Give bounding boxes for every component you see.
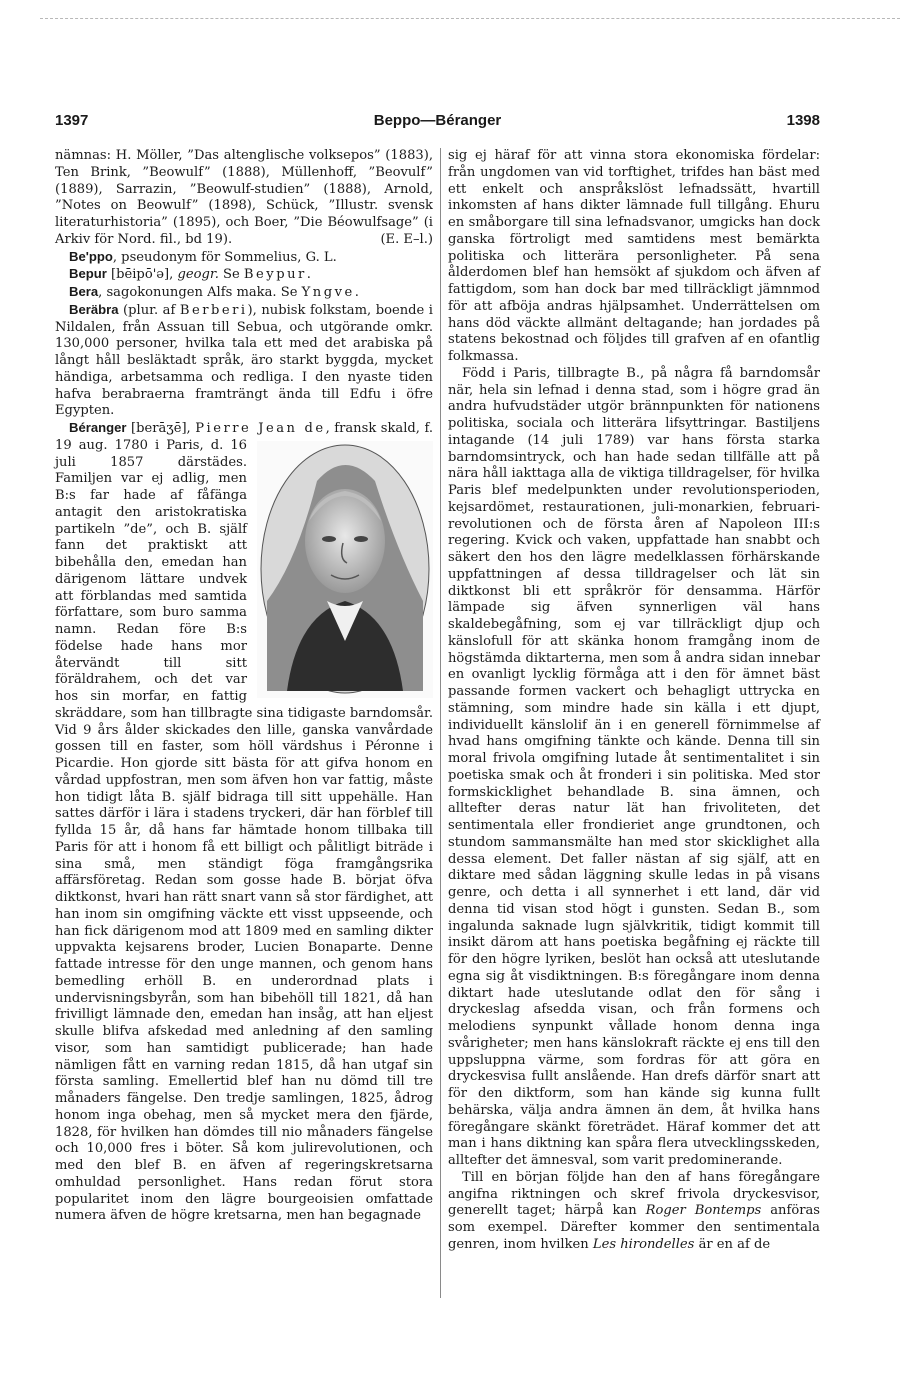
beranger-pronunciation: [berāʒē], (126, 421, 196, 436)
portrait-image (257, 441, 433, 698)
headword-bera: Bera (69, 284, 99, 299)
entry-bepur (55, 266, 433, 284)
right-paragraph-3-start: Till en början följde han den af hans föregångare angifna riktningen och skref frivola dryckesvisor, generellt taget; härpå kan (448, 1169, 820, 1219)
right-paragraph-2 (448, 366, 820, 1170)
author-signature: (E. E–l.) (380, 231, 433, 247)
beranger-portrait (257, 441, 433, 698)
title-les-hirondelles: Les hirondelles (592, 1236, 695, 1252)
entry-bera (55, 284, 433, 302)
left-column (55, 148, 433, 1225)
headword-beppo: Be'ppo (69, 248, 113, 264)
beowulf-text: nämnas: H. Möller, ”Das altenglische volksepos” (1883), Ten Brink, ”Beowulf” (1888), Müllenhoff, ”Beovulf” (1889), Sarrazin, ”Beowulf-studien” (1888), Arnold, ”Notes on Beowulf” (1898), Schück, ”Illustr. svensk literaturhistoria” (1895), och Boer, ”Die Béowulfsage” (i Arkiv för Nord. fil., bd 19). (55, 148, 433, 247)
bera-text: , sagokonungen Alfs maka. Se (98, 285, 302, 300)
berabra-crossref: Berberi (179, 302, 248, 318)
right-paragraph-1-text: sig ej häraf för att vinna stora ekonomiska fördelar: från ungdomen van vid torftighet, trifdes han bäst med ett enkelt och anspråkslöst lefnadssätt, hvartill inkomsten af hans dikter lämnade full tillgång. Ehuru en småborgare till sina lefnadsvanor, umgicks han dock ganska förtroligt med samtidens mest bemärkta politiska och litterära personligheter. På sena ålderdomen blef han hemsökt af sjukdom och äfven af fattigdom, som han dock bar med tillräckligt jämnmod för att afböja andras hjälpsamhet. Underrättelsen om hans död väckte allmänt deltagande; han jordades på statens bekostnad och följdes till grafven af en ofantlig folkmassa. (448, 148, 820, 364)
right-paragraph-3-end: är en af de (694, 1236, 771, 1252)
right-paragraph-3-mid: anföras som exempel. Därefter kommer den sentimentala genren, inom hvilken (448, 1203, 820, 1252)
bepur-see: Se (218, 267, 244, 283)
left-page-number: 1397 (55, 112, 89, 129)
right-paragraph-2-text: Född i Paris, tillbragte B., på några få barndomsår när, hela sin lefnad i denna stad, som i högre grad än andra hufvudstäder utgör brännpunkten för nationens politiska, sociala och litterära lifsyttringar. Bastiljens intagande (14 juli 1789) var hans första starka barndomsintryck, och han hade sedan tillfälle att på nära håll iakttaga alla de viktiga tilldragelser, för hvilka Paris blef medelpunkten under revolutionsperioden, kejsardömet, restaurationen, juli-monarkien, februari-revolutionen och de första åren af Napoleon III:s regering. Kvick och vaken, uppfattade han snabbt och säkert den hos den lägre medelklassen förhärskande uppfattningen af dessa tilldragelser och lät sin diktkonst bli ett språkrör för densamma. Härför lämpade sig äfven synnerligen väl hans skaldebegåfning, som ej var tillräckligt djup och känslofull för att skänka honom framgång inom de högstämda diktarterna, men som å andra sidan innebar en ovanligt lycklig förmåga att i den för ämnet bäst passande formen vackert och behagligt uttrycka en stämning, som mindre hade sin källa i ett djupt, individuellt känslolif än i en generell förnimmelse af hvad hans omgifning tänkte och kände. Denna till sin moral frivola omgifning lutade åt sentimentalitet i sin poetiska smak och åt fronderi i sin politiska. Med stor formskicklighet behandlade B. sina ämnen, och alltefter deras natur lät han frivoliteten, det sentimentala eller frondieriet ange grundtonen, och stundom sammansmälte han med stor skicklighet alla dessa element. Det faller nästan af sig själf, att en diktare med sådan läggning skulle ledas in på visans genre, och detta i all synnerhet i ett land, där vid denna tid visan stod högt i gunsten. Sedan B., som ingalunda saknade lugn självkritik, tidigt kommit till insikt därom att hans poetiska begåfning ej räckte till för den högre lyriken, beslöt han också att uteslutande egna sig åt visdiktningen. B:s föregångare inom denna diktart hade uteslutande odlat den för sång i dryckeslag afsedda visan, och från formens och melodiens synpunkt vållade honom denna inga svårigheter; men hans känslokraft räckte ej ens till den uppsluppna värme, som fordras för att göra en dryckesvisa fullt anslående. Han drefs därför snart att för den diktform, som han kände sig kunna fullt behärska, välja andra ämnen än dem, åt hvilka hans föregångare skänkt företrädet. Häraf kommer det att man i hans diktning kan spåra flera utvecklingsskeden, alltefter det ämnesval, som varit predominerande. (448, 365, 820, 1168)
right-paragraph-3 (448, 1170, 820, 1254)
entry-beppo (55, 249, 433, 267)
headword-berabra: Beräbra (69, 301, 119, 317)
running-title: Beppo—Béranger (373, 112, 502, 129)
title-roger-bontemps: Roger Bontemps (645, 1203, 762, 1219)
beppo-text: , pseudonym för Sommelius, G. L. (112, 249, 337, 265)
entry-berabra (55, 302, 433, 420)
page-header (55, 112, 820, 134)
headword-beranger: Béranger (69, 420, 127, 435)
entry-beranger (55, 420, 433, 1225)
right-page-number: 1398 (786, 112, 820, 129)
top-rule (40, 18, 900, 19)
berabra-text: ), nubisk folkstam, boende i Nildalen, från Assuan till Sebua, och utgörande omkr. 130,000 personer, hvilka tala ett med det arabiska på långt håll besläktadt språk, äro starkt byggda, mycket händiga, arbetsamma och redliga. I den nyaste tiden hafva berabraerna framträngt ända till Edfu i öfre Egypten. (55, 302, 433, 419)
right-column (448, 148, 820, 1254)
column-divider (440, 148, 441, 1298)
beranger-text: , fransk skald, f. 19 aug. 1780 i Paris, d. 16 juli 1857 därstädes. Familjen var ej adlig, men B:s far hade af fåfänga antagit den aristokratiska partikeln ”de”, och B. själf fann det praktiskt att bibehålla den, emedan han därigenom lättare undvek att förblandas med samtida författare, som buro samma namn. Redan före B:s födelse hade hans mor återvändt till sitt föräldrahem, och det var hos sin morfar, en fattig skräddare, som han tillbragte sina tidigaste barndomsår. Vid 9 års ålder skickades den lille, ganska vanvårdade gossen till en faster, som höll värdshus i Péronne i Picardie. Hon gjorde sitt bästa för att gifva honom en vårdad uppfostran, men som äfven hon var fattig, måste hon tidigt låta B. själf bidraga till sitt uppehälle. Han sattes därför i lära i stadens tryckeri, där han förblef till fyllda 15 år, då hans far hämtade honom tillbaka till Paris för att i honom få ett billigt och pålitligt biträde i sina små, men ständigt föga framgångsrika affärsföretag. Redan som gosse hade B. börjat öfva diktkonst, hvari han rätt snart vann så stor färdighet, att han inom sin omgifning väckte ett visst uppseende, och han fick därigenom mod att 1809 med en samling dikter uppvakta kejsarens broder, Lucien Bonaparte. Denne fattade intresse för den unge mannen, och genom hans bemedling erhöll B. en underordnad plats i undervisningsbyrån, som han bibehöll till 1821, då han frivilligt lämnade den, emedan han insåg, att han eljest skulle blifva afskedad med anledning af den samling visor, som han samtidigt publicerade; han hade nämligen fått en varning redan 1815, då han utgaf sin första samling. Emellertid blef han nu dömd till tre månaders fängelse. Den tredje samlingen, 1825, ådrog honom inga obehag, men så mycket mera den fjärde, 1828, för hvilken han dömdes till nio månaders fängelse och 10,000 fres i böter. Så kom julirevolutionen, och med den blef B. en äfven af regeringskretsarna omhuldad personlighet. Hans redan förut stora popularitet inom den lägre bourgeoisien omfattade numera äfven de högre kretsarna, men han begagnade (55, 421, 433, 1224)
bepur-end: . (306, 267, 311, 283)
bepur-pronunciation: [bēipō'ə], (106, 267, 178, 283)
headword-bepur: Bepur (69, 266, 107, 282)
bepur-crossref: Beypur (243, 267, 307, 283)
bera-end: . (354, 285, 359, 300)
bera-crossref: Yngve (301, 285, 355, 300)
right-paragraph-1 (448, 148, 820, 366)
bepur-geo-label: geogr. (177, 267, 219, 283)
beranger-full-name: Pierre Jean de (195, 421, 326, 436)
berabra-pre: (plur. af (118, 302, 180, 318)
